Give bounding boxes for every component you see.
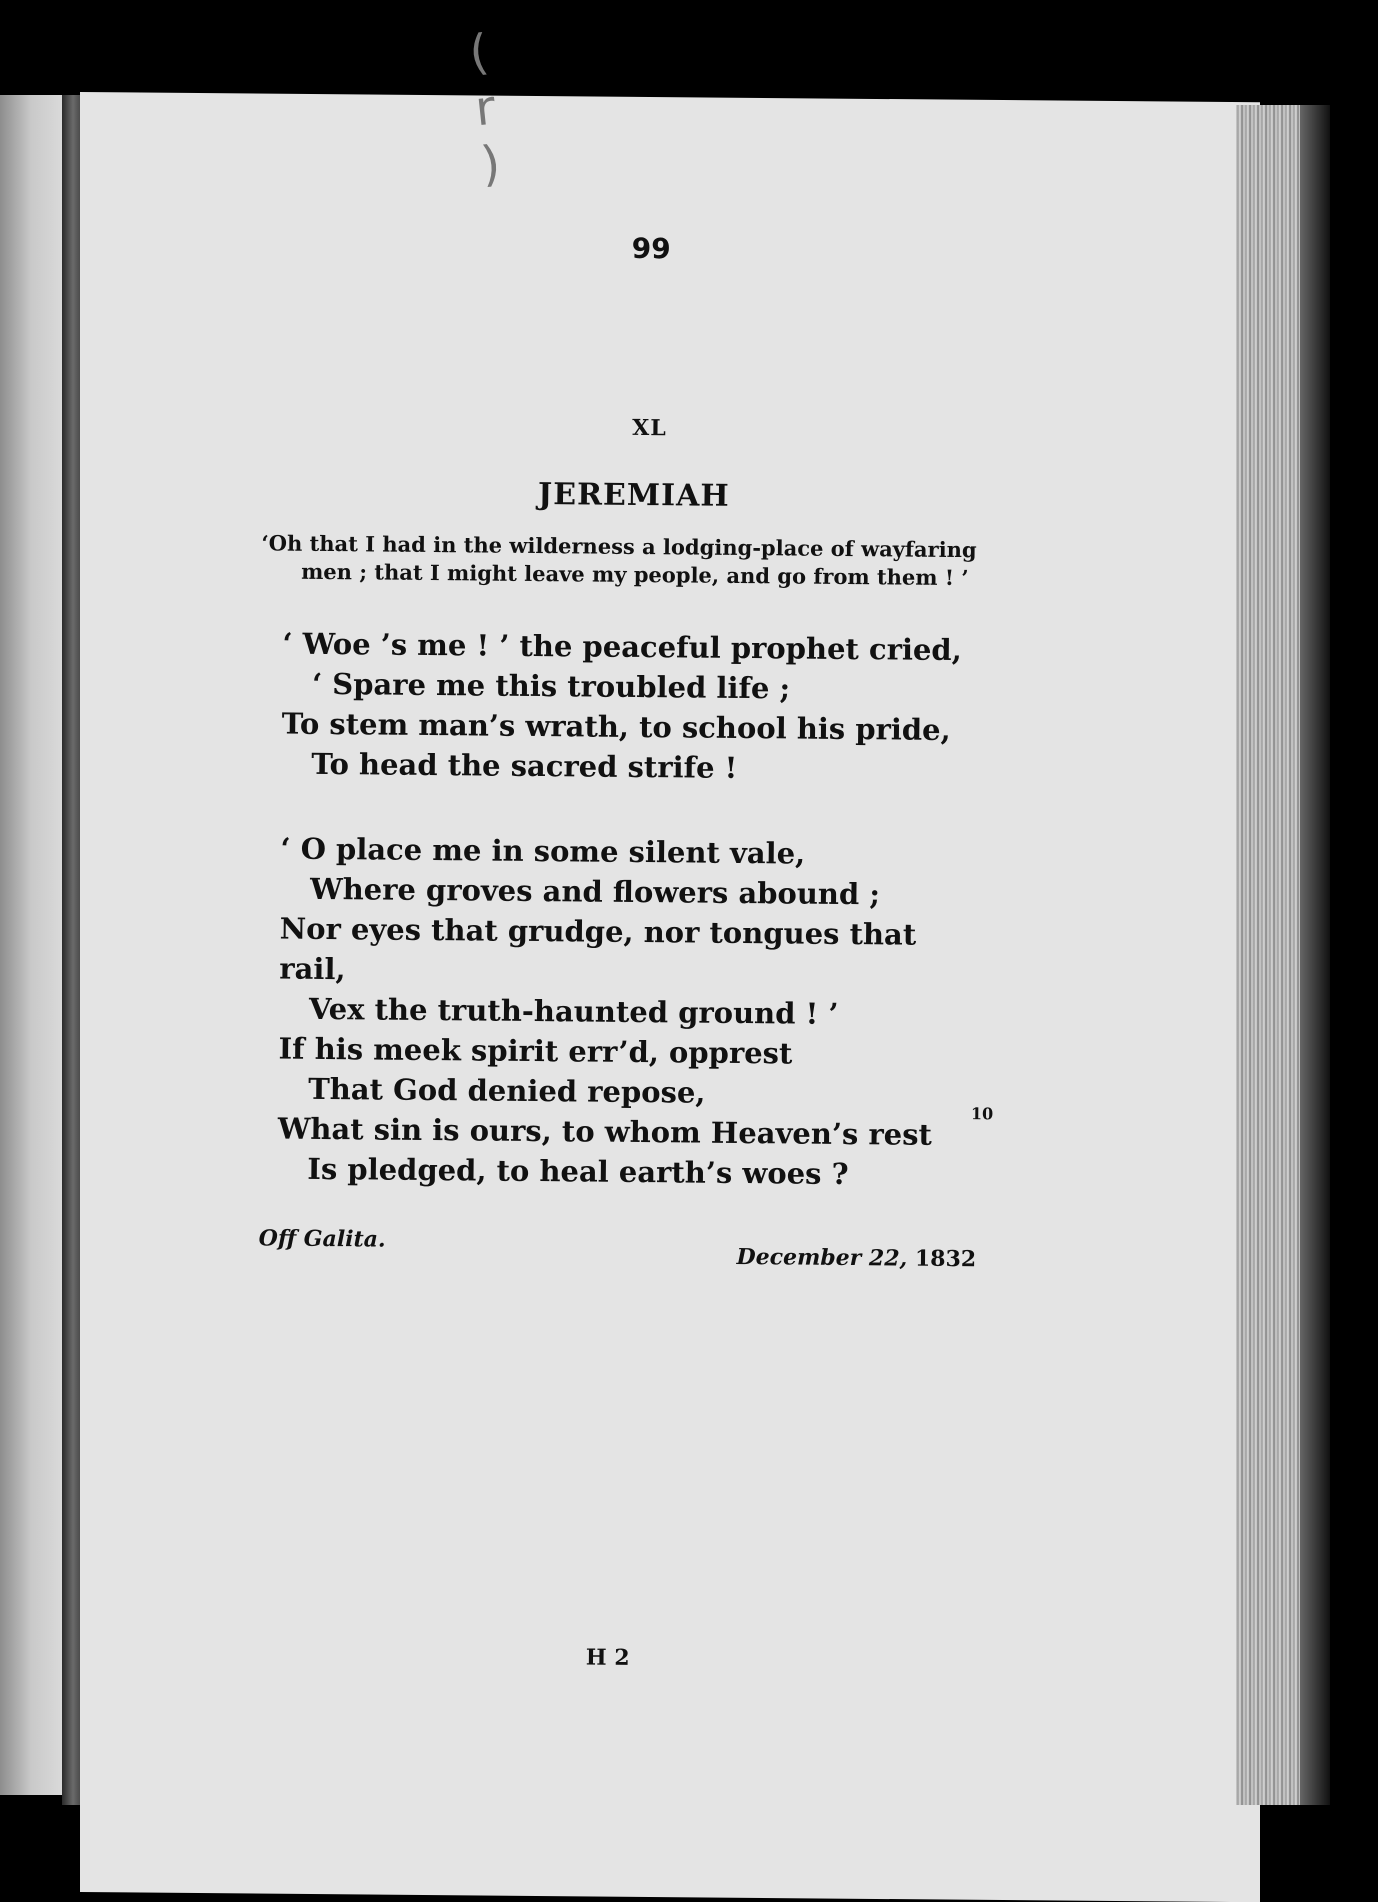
date-of-writing <box>736 1244 976 1272</box>
poem-number: XL <box>632 414 667 442</box>
verse-line: That God denied repose, <box>308 1071 706 1110</box>
verse-line: Where groves and flowers abound ; <box>309 871 881 912</box>
verse-line: Is pledged, to heal earth’s woes ? <box>307 1151 849 1192</box>
verse-line: What sin is ours, to whom Heaven’s rest <box>277 1111 933 1152</box>
verse-line: Vex the truth-haunted ground ! ’ <box>308 991 839 1031</box>
stanza-1 <box>281 624 983 791</box>
place-of-writing: Off Galita. <box>258 1225 386 1253</box>
verse-line: Nor eyes that grudge, nor tongues that rail, <box>279 911 917 987</box>
date-year: 1832 <box>914 1245 977 1273</box>
verse-line: To stem man’s wrath, to school his pride, <box>281 706 951 747</box>
stanza-2 <box>279 829 981 1036</box>
epigraph-line: men ; that I might leave my people, and go from them ! ’ <box>301 558 969 591</box>
date-month-day: December 22, <box>736 1243 908 1272</box>
signature-mark: H 2 <box>585 1644 630 1671</box>
handwritten-marks: ( r ) <box>466 21 527 194</box>
verse-line: ‘ Spare me this troubled life ; <box>311 666 791 706</box>
verse-line: ‘ O place me in some silent vale, <box>280 831 806 871</box>
page-number: 99 <box>631 231 671 266</box>
verse-line: To head the sacred strife ! <box>311 746 738 785</box>
epigraph <box>261 529 1022 592</box>
epigraph-line: ‘Oh that I had in the wilderness a lodging-place of wayfaring <box>261 530 977 563</box>
line-number: 10 <box>970 1104 994 1124</box>
poem-title: JEREMIAH <box>537 477 730 514</box>
verse-line: ‘ Woe ’s me ! ’ the peaceful prophet cried, <box>282 626 962 668</box>
stanza-3 <box>277 1029 979 1196</box>
verse-line: If his meek spirit err’d, opprest <box>278 1031 793 1071</box>
